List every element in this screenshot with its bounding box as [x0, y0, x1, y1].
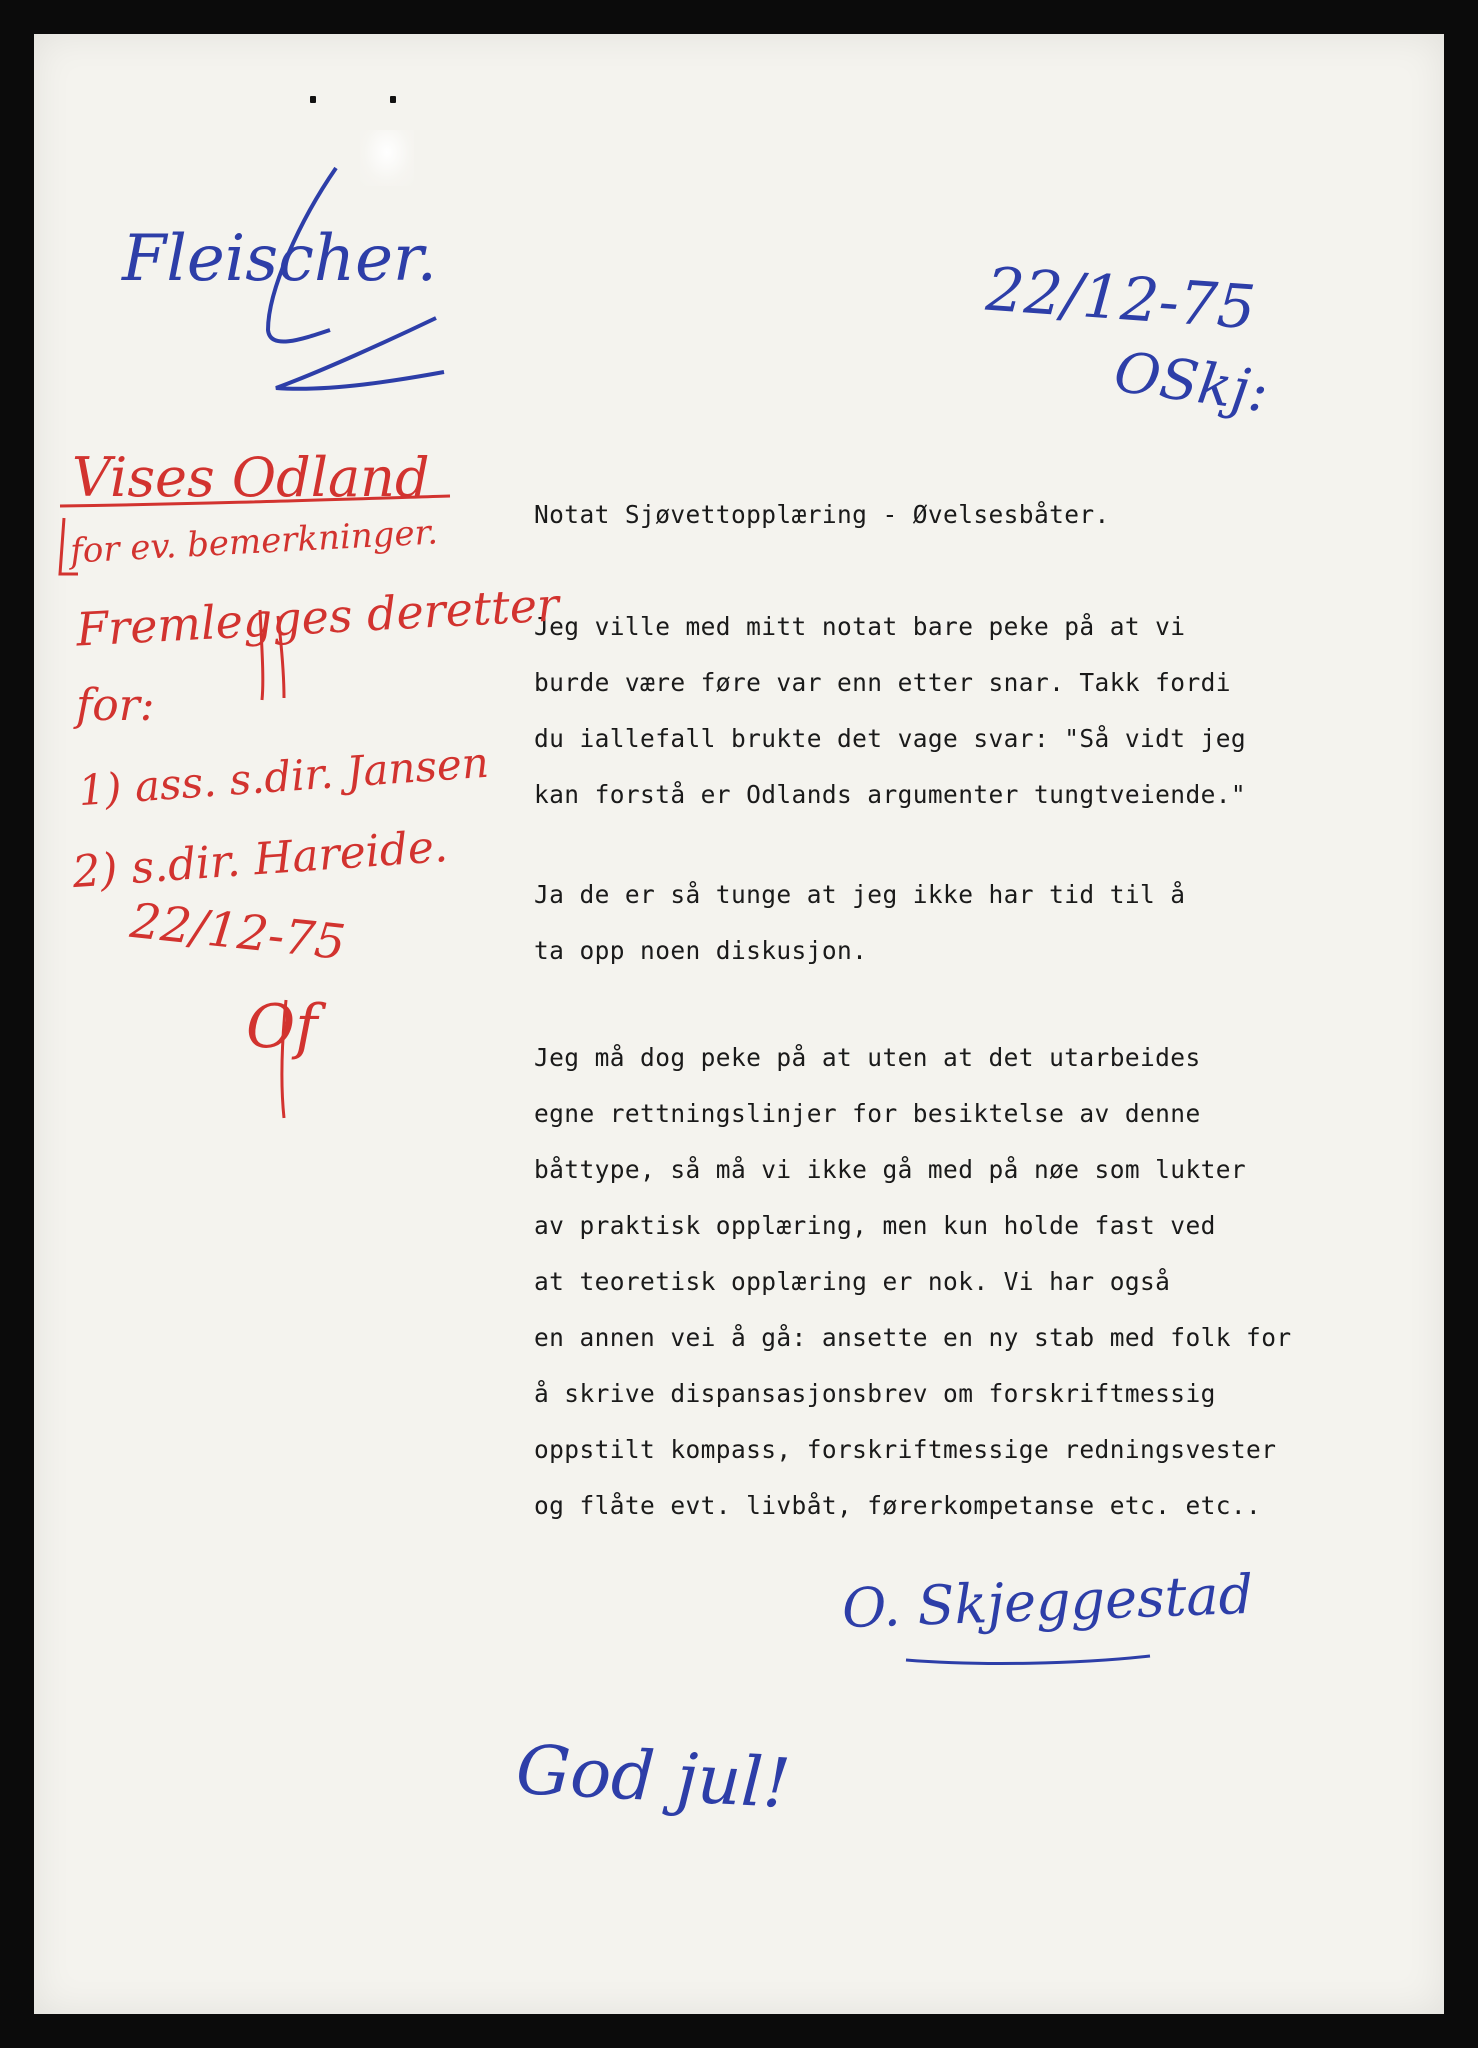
red-note-line: for ev. bemerkninger. — [69, 512, 439, 572]
memo-line: av praktisk opplæring, men kun holde fast ved — [534, 1211, 1216, 1240]
red-note-line: 2) s.dir. Hareide. — [70, 820, 450, 899]
memo-line: en annen vei å gå: ansette en ny stab med folk for — [534, 1323, 1292, 1352]
signature: O. Skjeggestad — [841, 1562, 1255, 1641]
memo-line: Ja de er så tunge at jeg ikke har tid til å — [534, 880, 1186, 909]
memo-line: kan forstå er Odlands argumenter tungtveiende." — [534, 780, 1247, 809]
memo-line: båttype, så må vi ikke gå med på nøe som lukter — [534, 1155, 1247, 1184]
memo-title: Notat Sjøvettopplæring - Øvelsesbåter. — [534, 500, 1110, 529]
red-note-line: Fremlegges deretter — [74, 577, 561, 657]
red-note-line: 22/12-75 — [127, 892, 348, 972]
handwritten-name: Fleischer. — [122, 222, 437, 296]
handwritten-date: 22/12-75 — [983, 254, 1258, 344]
tape-mark — [360, 130, 414, 186]
memo-line: å skrive dispansasjonsbrev om forskriftmessig — [534, 1379, 1216, 1408]
memo-line: ta opp noen diskusjon. — [534, 936, 868, 965]
red-note-line: Vises Odland — [72, 446, 430, 509]
handwritten-greeting: God jul! — [514, 1730, 793, 1825]
memo-line: at teoretisk opplæring er nok. Vi har også — [534, 1267, 1171, 1296]
red-note-line: Of — [246, 992, 318, 1062]
memo-line: oppstilt kompass, forskriftmessige redningsvester — [534, 1435, 1277, 1464]
punch-hole — [390, 96, 396, 103]
memo-line: du iallefall brukte det vage svar: "Så vidt jeg — [534, 724, 1247, 753]
red-note-line: for: — [76, 680, 155, 731]
memo-line: Jeg ville med mitt notat bare peke på at vi — [534, 612, 1186, 641]
memo-line: Jeg må dog peke på at uten at det utarbeides — [534, 1043, 1201, 1072]
memo-line: burde være føre var enn etter snar. Takk fordi — [534, 668, 1231, 697]
memo-line: og flåte evt. livbåt, førerkompetanse etc. etc.. — [534, 1491, 1262, 1520]
handwritten-initials: OSkj: — [1110, 339, 1273, 426]
memo-line: egne rettningslinjer for besiktelse av denne — [534, 1099, 1201, 1128]
punch-hole — [310, 96, 316, 103]
red-note-line: 1) ass. s.dir. Jansen — [76, 737, 491, 816]
